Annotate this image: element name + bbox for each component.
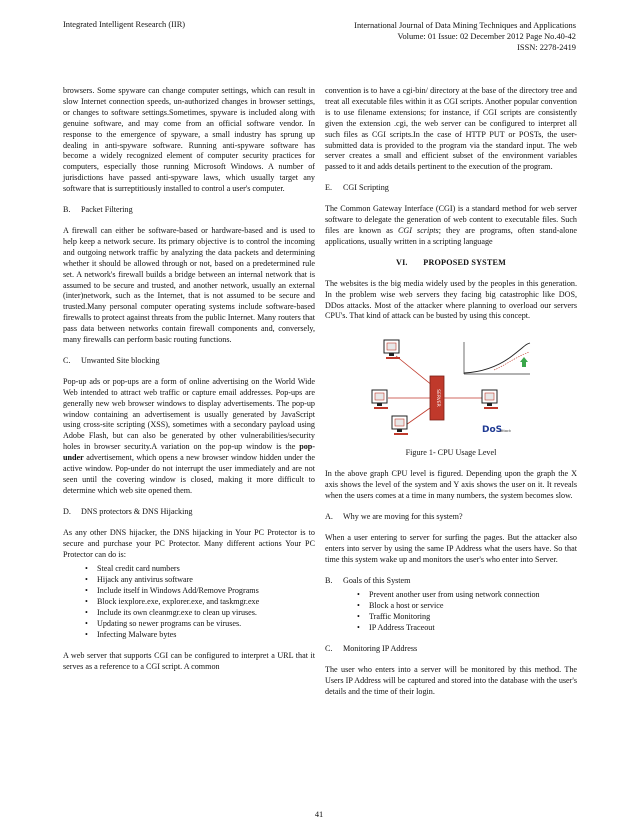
journal-title: International Journal of Data Mining Techniques and Applications <box>354 21 576 30</box>
subsection-title: Unwanted Site blocking <box>81 355 160 365</box>
subsection-title: DNS protectors & DNS Hijacking <box>81 506 193 516</box>
list-item: • Include itself in Windows Add/Remove Programs <box>97 586 315 597</box>
subsection-title: Why we are moving for this system? <box>343 511 463 521</box>
subsection-heading <box>325 644 577 655</box>
subsection-label: D. <box>63 506 71 516</box>
paragraph: In the above graph CPU level is figured. Depending upon the graph the X axis shows the level of the system and Y axis shows the user on it. It reveals when the users comes at a time in many numbers, the system becomes slow. <box>325 469 577 501</box>
subsection-label: C. <box>63 355 71 365</box>
text-run: Pop-up ads or pop-ups are a form of online advertising on the World Wide Web intended to attract web traffic or capture email addresses. Pop-ups are generally new web browser windows to display advertisements. The pop-up window containing an advertisement is usually generated by JavaScript using cross-site scripting (XSS), sometimes with a secondary payload using Adobe Flash, but can also be generated by other vulnerabilities/security holes in browser security.A variation on the pop-up window is the <box>63 376 315 452</box>
list-item: • Block a host or service <box>369 601 577 612</box>
figure-caption: Figure 1- CPU Usage Level <box>405 448 497 458</box>
server-label: SERVER <box>434 389 440 408</box>
list-item: • Block iexplore.exe, explorer.exe, and taskmgr.exe <box>97 597 315 608</box>
subsection-heading <box>325 576 577 587</box>
list-item: • Prevent another user from using network connection <box>369 590 577 601</box>
list-item: • IP Address Traceout <box>369 623 577 634</box>
computer-icon <box>482 390 498 409</box>
journal-volume: Volume: 01 Issue: 02 December 2012 Page No.40-42 <box>397 32 576 41</box>
list-item: • Hijack any antivirus software <box>97 575 315 586</box>
subsection-label: A. <box>325 511 333 521</box>
paragraph: The websites is the big media widely used by the peoples in this generation. In the problem wise web servers they facing big catastrophic like DOS, DDos attacks. Most of the attacker where planning to overload our servers CPU's. That kind of attack can be busted by using this concept. <box>325 278 577 321</box>
cpu-usage-graph <box>464 342 530 374</box>
paragraph <box>63 377 315 497</box>
list-item: • Infecting Malware bytes <box>97 630 315 641</box>
paragraph <box>325 204 577 248</box>
journal-header <box>354 20 576 53</box>
text-run: ; they are programs, often stand-alone applications, usually written in a scripting language <box>325 225 577 246</box>
section-title: PROPOSED SYSTEM <box>423 257 506 267</box>
subsection-heading <box>325 183 577 194</box>
subsection-label: B. <box>63 205 71 215</box>
list-item: • Traffic Monitoring <box>369 612 577 623</box>
paragraph: browsers. Some spyware can change computer settings, which can result in slow Internet connection speeds, un-authorized changes in browser settings, or changes to software settings.Sometimes, spyware is included along with genuine software, and may come from an official software vendor. In response to the emergence of spyware, a small industry has sprung up dealing in anti-spyware software. Running anti-spyware software has become a widely recognized element of computer security practices for computers, especially those running Microsoft Windows. A number of jurisdictions have passed anti-spyware laws, which usually target any software that is surreptitiously installed to control a user's computer. <box>63 86 315 194</box>
right-column <box>325 86 577 708</box>
subsection-title: Monitoring IP Address <box>343 644 418 654</box>
list-item: • Updating so newer programs can be viruses. <box>97 619 315 630</box>
subsection-heading <box>325 512 577 523</box>
subsection-title: Goals of this System <box>343 575 411 585</box>
text-run: The Common Gateway Interface (CGI) is a standard method for web server software to delegate the generation of web content to executable files. Such files are known as <box>325 204 577 235</box>
text-run: advertisement, which opens a new browser window hidden under the active window. Pop-under do not interrupt the user immediately and are not seen until the covering window is closed, making it more difficult to determine which web site opened them. <box>63 453 315 495</box>
up-arrow-icon <box>520 357 528 367</box>
paragraph: As any other DNS hijacker, the DNS hijacking in Your PC Protector is to secure and purchase your PC Protector. Many different actions Your PC Protector can do is: <box>63 527 315 559</box>
list-item: • Include its own cleanmgr.exe to clean up viruses. <box>97 608 315 619</box>
figure-cpu-usage <box>364 332 539 444</box>
paragraph: A firewall can either be software-based or hardware-based and is used to help keep a network secure. Its primary objective is to control the incoming and outgoing network traffic by analyzing the data packets and determining whether it should be allowed through or not, based on a predetermined rule set. A network's firewall builds a bridge between an internal network that is assumed to be secure and trusted, and another network, usually an external (inter)network, such as the Internet, that is not assumed to be secure and trusted.Many personal computer operating systems include software-based firewalls to protect against threats from the public Internet. Many routers that pass data between networks contain firewall components and, conversely, many firewalls can perform basic routing functions. <box>63 225 315 345</box>
bullet-list <box>63 564 315 640</box>
subsection-label: E. <box>325 183 332 193</box>
subsection-label: C. <box>325 644 333 654</box>
subsection-label: B. <box>325 575 333 585</box>
bullet-list <box>325 590 577 634</box>
dos-label: DoS <box>481 425 502 436</box>
left-column <box>63 86 315 683</box>
paragraph: When a user entering to server for surfing the pages. But the attacker also enters into server by using the same IP Address what the users have. So that time this system wake up and monitors the user's who enter into Server. <box>325 532 577 564</box>
journal-issn: ISSN: 2278-2419 <box>517 43 576 52</box>
section-heading <box>325 258 577 269</box>
paragraph: convention is to have a cgi-bin/ directory at the base of the directory tree and treat all executable files within it as CGI scripts. Another popular convention is to use filename extensions; for instance, if CGI scripts are consistently given the extension .cgi, the web server can be configured to interpret all such files as CGI scripts.In the case of HTTP PUT or POSTs, the user-submitted data is provided to the program via the standard input. The web server creates a small and efficient subset of the environment variables passed to it and adds details pertinent to the execution of the program. <box>325 86 577 172</box>
subsection-title: CGI Scripting <box>343 183 389 193</box>
subsection-heading <box>63 356 315 367</box>
computer-icon <box>384 340 400 359</box>
computer-icon <box>392 416 408 435</box>
paragraph: The user who enters into a server will be monitored by this method. The Users IP Address will be captured and stored into the database with the user's details and the time of their login. <box>325 665 577 696</box>
server-icon <box>430 376 444 420</box>
italic-term: CGI scripts <box>398 225 439 235</box>
section-number: VI. <box>396 257 408 267</box>
computer-icon <box>372 390 388 409</box>
attack-label: attack <box>499 429 511 434</box>
subsection-heading <box>63 507 315 518</box>
subsection-heading <box>63 205 315 216</box>
page-number: 41 <box>314 810 324 819</box>
network-diagram <box>364 332 539 444</box>
bold-term: pop-under <box>63 442 315 463</box>
journal-publisher: Integrated Intelligent Research (IIR) <box>63 20 186 29</box>
list-item: • Steal credit card numbers <box>97 564 315 575</box>
subsection-title: Packet Filtering <box>81 205 133 215</box>
paragraph: A web server that supports CGI can be configured to interpret a URL that it serves as a reference to a CGI script. A common <box>63 650 315 671</box>
